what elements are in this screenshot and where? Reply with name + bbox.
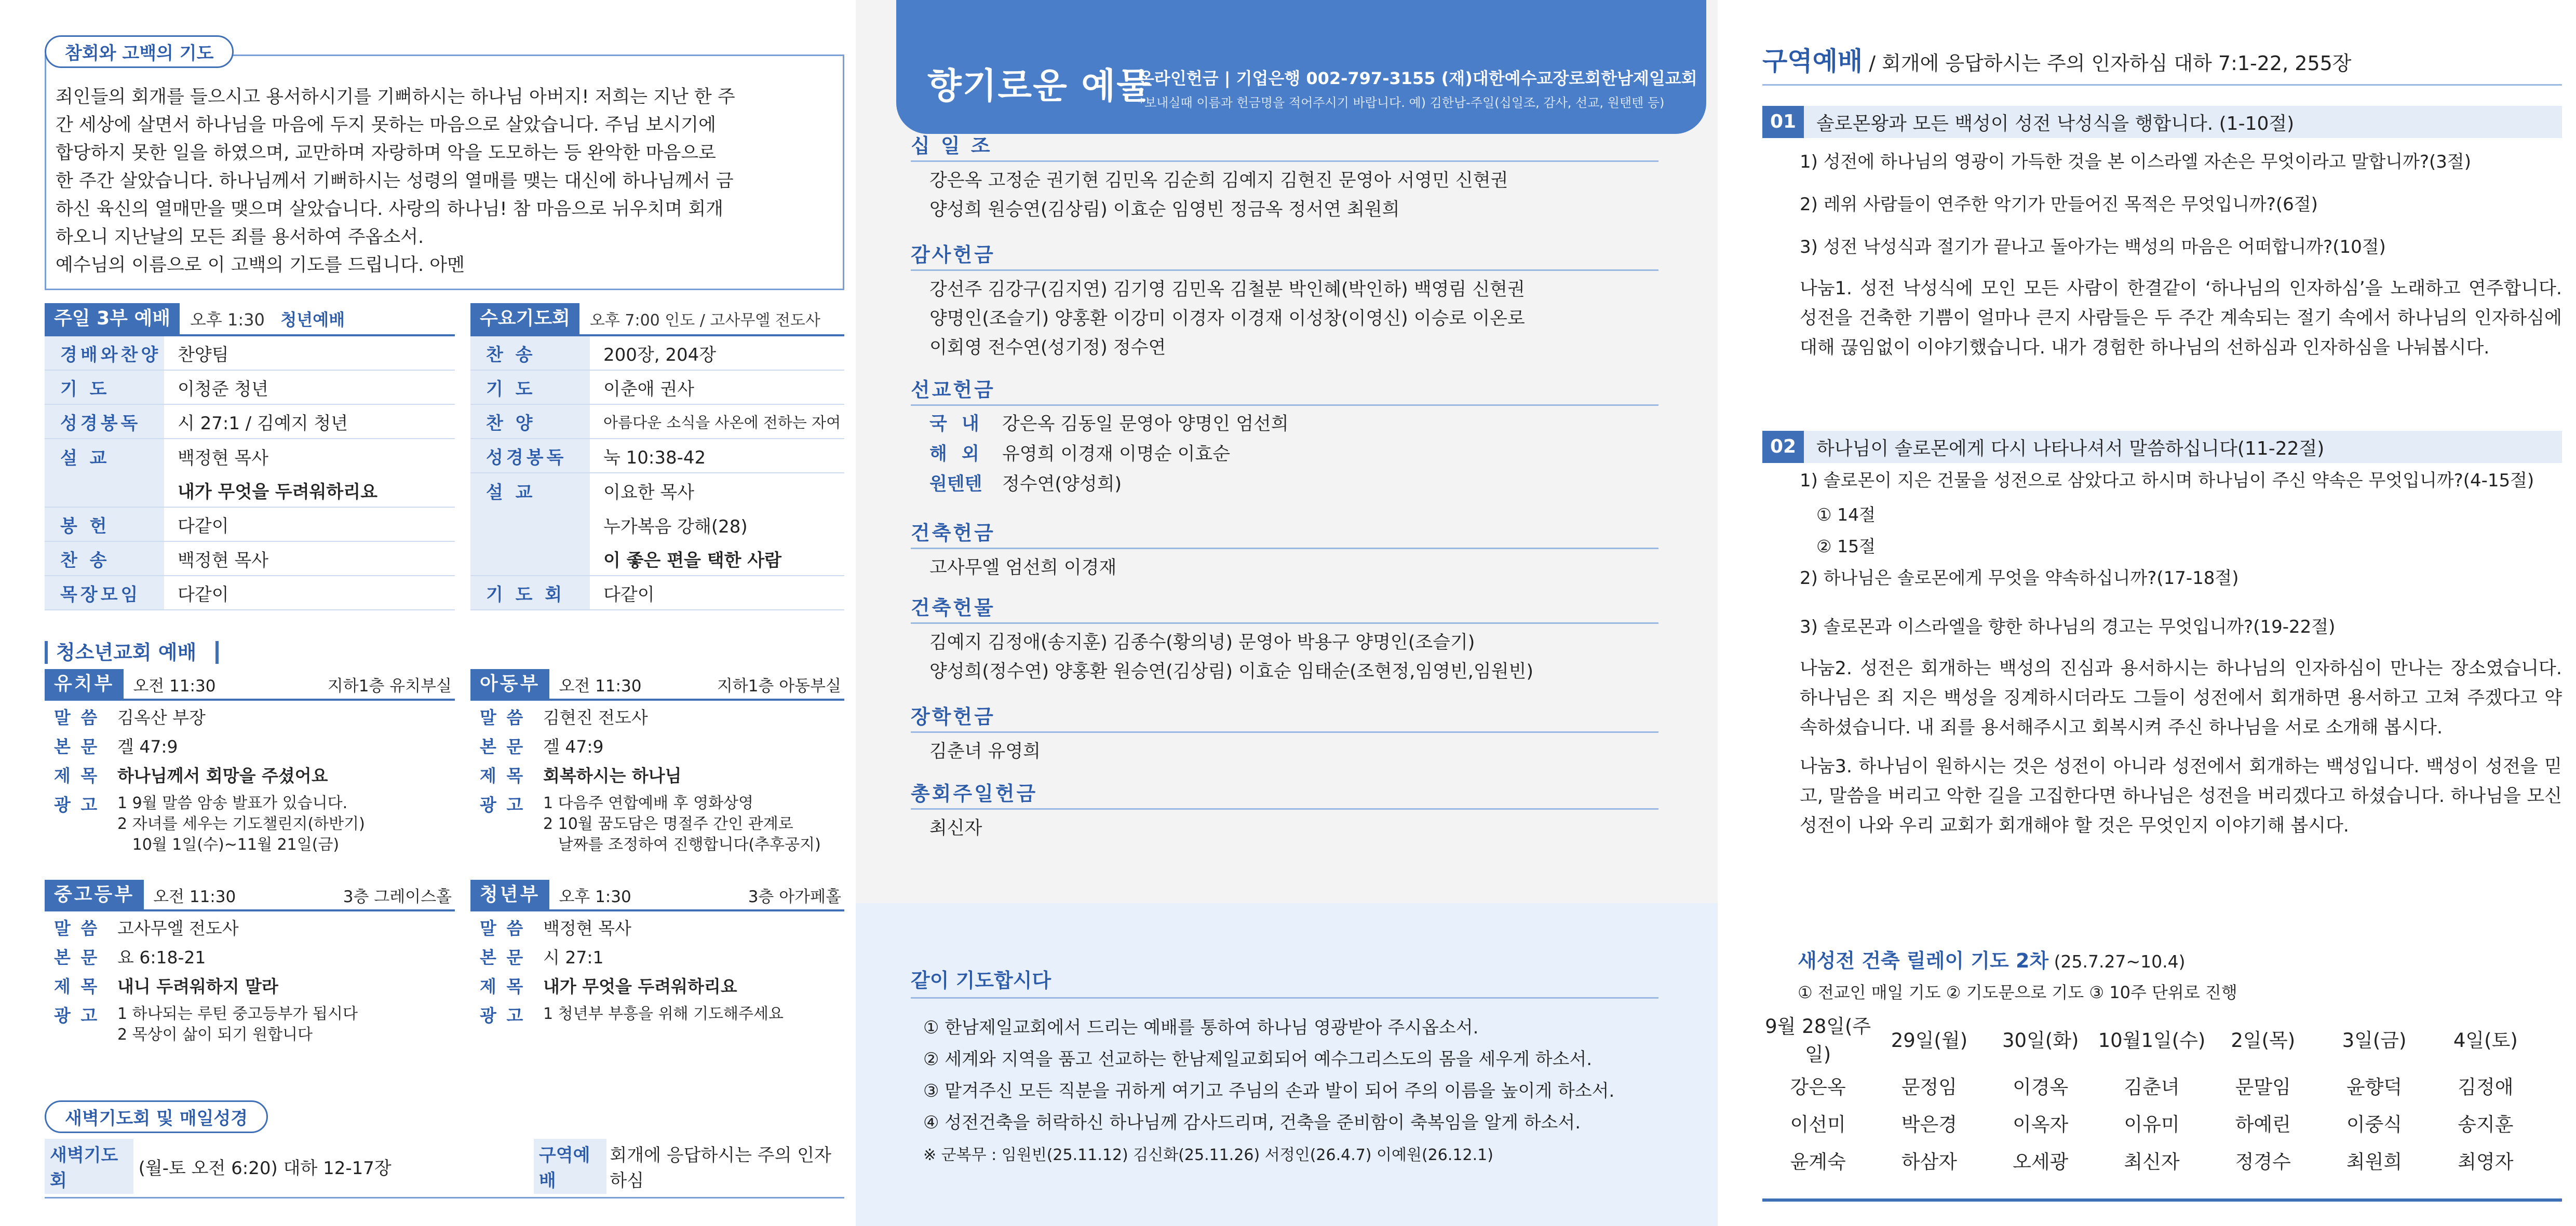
district-q2-n: 02 — [1762, 431, 1804, 463]
middle-panel — [856, 0, 1718, 1226]
district-rest: / 회개에 응답하시는 주의 인자하심 대하 7:1-22, 255장 — [1863, 52, 2352, 75]
district-q1-items-1: 2) 레위 사람들이 연주한 악기가 만들어진 목적은 무엇입니까?(6절) — [1800, 194, 2318, 215]
district-q1-items-2: 3) 성전 낙성식과 절기가 끝나고 돌아가는 백성의 마음은 어떠합니까?(10절) — [1800, 237, 2386, 257]
dawn-text2: 회개에 응답하시는 주의 인자하심 — [610, 1145, 831, 1191]
offerings-bgoods-h: 건축헌물 — [911, 592, 1658, 624]
youth-church-title — [45, 636, 219, 665]
wednesday-rows-7-k: 기 도 회 — [470, 576, 590, 609]
children-rows-2-v: 회복하시는 하나님 — [543, 766, 682, 786]
dawn-pill: 새벽기도회 및 매일성경 — [45, 1100, 268, 1133]
district-q2-s1: ① 14절 — [1816, 505, 1876, 525]
sunday3-rows-7-k: 목장모임 — [45, 576, 164, 609]
sunday3-rows-3-v: 백정현 목사 — [178, 447, 269, 469]
kindergarten-rows-2-k: 제 목 — [54, 766, 100, 786]
relay-days-1: 29일(월) — [1891, 1029, 1968, 1052]
middle-loc: 3층 그레이스홀 — [343, 887, 452, 906]
relay-rows-1-4: 하예린 — [2235, 1113, 2291, 1136]
offerings-mission-rows-2-k: 원텐텐 — [929, 474, 982, 495]
wednesday-rows-4-v: 이요한 목사 — [603, 482, 695, 503]
offerings-thanks-names-2: 이회영 전수연(성기정) 정수연 — [929, 337, 1166, 358]
middle-high-service — [45, 880, 455, 1045]
offerings-thanks-names-1: 양명인(조슬기) 양홍환 이강미 이경자 이경재 이성창(이영신) 이승로 이온로 — [929, 308, 1525, 329]
banner-line1: 온라인헌금 | 기업은행 002-797-3155 (재)대한예수교장로회한남제일교회 — [1138, 69, 1697, 88]
dawn-text: (월-토 오전 6:20) 대하 12-17장 — [138, 1157, 392, 1179]
offerings-mission-rows-0-v: 강은옥 김동일 문영아 양명인 엄선희 — [1002, 414, 1289, 434]
children-service — [470, 670, 844, 855]
offerings-bgoods-names-1: 양성희(정수연) 양홍환 원승연(김상림) 이효순 임태순(조현정,임영빈,임원빈) — [929, 661, 1533, 682]
wednesday-rows-3-k: 성경봉독 — [470, 439, 590, 472]
relay-days-6: 4일(토) — [2453, 1029, 2518, 1052]
children-rows-0-v: 김현진 전도사 — [543, 707, 648, 728]
children-rows-0-k: 말 씀 — [480, 707, 525, 728]
sunday3-rows-6-k: 찬 송 — [45, 542, 164, 575]
offerings-general-names-0: 최신자 — [929, 818, 982, 839]
middle-rows-0-k: 말 씀 — [54, 918, 100, 938]
youngadult-rows-1-v: 시 27:1 — [543, 947, 604, 968]
confession-lines-0: 죄인들의 회개를 들으시고 용서하시기를 기뻐하시는 하나님 아버지! 저희는 지난 한 주 — [56, 87, 735, 107]
kindergarten-rows-2-v: 하나님께서 회망을 주셨어요 — [117, 766, 328, 786]
offerings-bgoods-names-0: 김예지 김정애(송지훈) 김종수(황의녕) 문영아 박용구 양명인(조슬기) — [929, 632, 1475, 653]
relay-prayer-section — [1762, 945, 2562, 1202]
children-loc: 지하1층 아동부실 — [717, 676, 841, 696]
relay-rows-1-3: 이유미 — [2124, 1113, 2180, 1136]
children-rows-3-k: 광 고 — [480, 795, 525, 815]
confession-box — [45, 55, 844, 290]
relay-rows-2-6: 최영자 — [2458, 1151, 2514, 1173]
offerings-tithe-names-1: 양성희 원승연(김상림) 이효순 임영빈 정금옥 정서연 최원희 — [929, 199, 1400, 220]
offerings-mission-rows-1-v: 유영희 이경재 이명순 이효순 — [1002, 444, 1231, 465]
offerings-mission-rows-2-v: 정수연(양성희) — [1002, 474, 1122, 495]
building-section — [911, 517, 1658, 582]
youngadult-rows-3-k: 광 고 — [480, 1005, 525, 1026]
middle-rows-3-k: 광 고 — [54, 1005, 100, 1026]
youngadult-rows-1-k: 본 문 — [480, 947, 525, 968]
dawn-tag2: 구역예배 — [534, 1139, 607, 1194]
relay-rows-2-2: 오세광 — [2013, 1151, 2069, 1173]
offerings-general-h: 총회주일헌금 — [911, 778, 1658, 810]
middle-rows-2-v: 내니 두려워하지 말라 — [117, 976, 278, 997]
general-assembly-section — [911, 778, 1658, 843]
offerings-mission-h: 선교헌금 — [911, 374, 1658, 406]
confession-lines-4: 하신 육신의 열매만을 맺으며 살았습니다. 사랑의 하나님! 참 마음으로 뉘우치며 회개 — [56, 199, 723, 220]
left-panel — [0, 0, 856, 1226]
prayer-items-0: ① 한남제일교회에서 드리는 예배를 통하여 하나님 영광받아 주시옵소서. — [923, 1017, 1479, 1038]
relay-days-0: 9월 28일(주일) — [1765, 1015, 1871, 1066]
right-panel — [1718, 0, 2576, 1226]
young-adult-service — [470, 880, 844, 1028]
bottom-rule — [1762, 1198, 2562, 1202]
relay-range: (25.7.27~10.4) — [2048, 951, 2186, 972]
service-tag: 주일 3부 예배 — [45, 303, 180, 334]
banner-line2: *보내실때 이름과 헌금명을 적어주시기 바랍니다. 예) 김한남-주일(십일조, 감사, 선교, 원탠텐 등) — [1138, 96, 1665, 110]
sunday3-time: 오후 1:30 — [190, 310, 265, 330]
children-rows-2-k: 제 목 — [480, 766, 525, 786]
sunday3-rows-7-v: 다같이 — [178, 584, 229, 605]
middle-time: 오전 11:30 — [153, 887, 236, 906]
thanks-section — [911, 239, 1658, 362]
wednesday-rows-6-v: 이 좋은 편을 택한 사람 — [603, 550, 781, 571]
children-tag: 아동부 — [470, 669, 549, 699]
relay-rows-0-0: 강은옥 — [1790, 1076, 1846, 1098]
middle-rows-2-k: 제 목 — [54, 976, 100, 997]
question-1 — [1762, 106, 2562, 363]
kindergarten-rows-0-v: 김옥산 부장 — [117, 707, 206, 728]
kindergarten-service — [45, 670, 455, 855]
relay-days-5: 3일(금) — [2342, 1029, 2407, 1052]
wednesday-rows-0-k: 찬 송 — [470, 336, 590, 370]
relay-table — [1762, 1011, 2541, 1179]
relay-rows-2-3: 최신자 — [2124, 1151, 2180, 1173]
offerings-scholar-names-0: 김춘녀 유영희 — [929, 741, 1041, 762]
wednesday-rows-0-v: 200장, 204장 — [603, 344, 717, 365]
wednesday-rows-2-k: 찬 양 — [470, 405, 590, 438]
relay-rows-2-0: 윤계숙 — [1790, 1151, 1846, 1173]
sunday3-rows-2-v: 시 27:1 / 김예지 청년 — [178, 413, 348, 434]
relay-rows-0-6: 김정애 — [2458, 1076, 2514, 1098]
sunday3-rows-0-v: 찬양팀 — [178, 344, 229, 365]
offerings-mission-rows-1-k: 해 외 — [929, 444, 983, 465]
district-q1-items-0: 1) 성전에 하나님의 영광이 가득한 것을 본 이스라엘 자손은 무엇이라고 말합니까?(3절) — [1800, 152, 2472, 172]
sunday3-rows-1-v: 이청준 청년 — [178, 378, 269, 400]
building-goods-section — [911, 592, 1658, 686]
district-big: 구역예배 — [1762, 46, 1863, 76]
district-q2-i1: 1) 솔로몬이 지은 건물을 성전으로 삼았다고 하시며 하나님이 주신 약속은 무엇입니까?(4-15절) — [1800, 470, 2534, 491]
prayer-items-3: ④ 성전건축을 허락하신 하나님께 감사드리며, 건축을 준비함이 축복임을 알게 하소서. — [923, 1112, 1581, 1133]
dawn-prayer-row — [45, 1139, 844, 1198]
youngadult-rows-3-v: 1 청년부 부흥을 위해 기도해주세요 — [543, 1005, 784, 1023]
confession-lines-1: 간 세상에 살면서 하나님을 마음에 두지 못하는 마음으로 살았습니다. 주님 보시기에 — [56, 115, 716, 135]
confession-lines-3: 한 주간 살았습니다. 하나님께서 기뻐하시는 성령의 열매를 맺는 대신에 하나님께서 금 — [56, 171, 734, 192]
sunday3-rows-1-k: 기 도 — [45, 371, 164, 404]
youngadult-rows-0-v: 백정현 목사 — [543, 918, 631, 938]
district-q1-n: 01 — [1762, 106, 1804, 138]
mission-section — [911, 374, 1658, 499]
offerings-scholar-h: 장학헌금 — [911, 701, 1658, 733]
sunday3-rows-5-k: 봉 헌 — [45, 508, 164, 541]
offerings-building-h: 건축헌금 — [911, 517, 1658, 549]
dawn-tag: 새벽기도회 — [45, 1139, 133, 1194]
relay-rows-0-1: 문정임 — [1901, 1076, 1958, 1098]
wednesday-rows-1-k: 기 도 — [470, 371, 590, 404]
youngadult-rows-0-k: 말 씀 — [480, 918, 525, 938]
district-q2-i2: 2) 하나님은 솔로몬에게 무엇을 약속하십니까?(17-18절) — [1800, 568, 2239, 589]
youngadult-tag: 청년부 — [470, 880, 549, 910]
youngadult-rows-2-v: 내가 무엇을 두려워하리요 — [543, 976, 737, 997]
relay-rows-2-1: 하삼자 — [1901, 1151, 1958, 1173]
prayer-items-2: ③ 맡겨주신 모든 직분을 귀하게 여기고 주님의 손과 발이 되어 주의 이름을 높이게 하소서. — [923, 1081, 1615, 1101]
relay-rows-0-4: 문말임 — [2235, 1076, 2291, 1098]
offerings-tithe-h: 십 일 조 — [911, 130, 1658, 162]
relay-rows-1-6: 송지훈 — [2458, 1113, 2514, 1136]
children-time: 오전 11:30 — [559, 676, 642, 696]
scholarship-section — [911, 701, 1658, 766]
sunday3-service: 청년예배 — [280, 310, 345, 330]
wednesday-rows-3-v: 눅 10:38-42 — [603, 447, 706, 468]
offerings-building-names-0: 고사무엘 엄선희 이경재 — [929, 557, 1117, 578]
kindergarten-rows-0-k: 말 씀 — [54, 707, 100, 728]
wednesday-prayer-service — [470, 303, 844, 610]
kindergarten-time: 오전 11:30 — [133, 676, 216, 696]
offering-banner — [896, 0, 1706, 134]
relay-rows-0-2: 이경옥 — [2013, 1076, 2069, 1098]
kindergarten-rows-3-k: 광 고 — [54, 795, 100, 815]
confession-section — [45, 35, 844, 290]
prayer-h: 같이 기도합시다 — [911, 964, 1658, 999]
district-title — [1762, 40, 2562, 86]
children-rows-3-v: 1 다음주 연합예배 후 영화상영 2 10월 꿈도담은 명절주 간인 관계로 날짜를 조정하여 진행합니다(추후공지) — [543, 794, 821, 854]
relay-rows-1-5: 이중식 — [2346, 1113, 2403, 1136]
kindergarten-rows-1-k: 본 문 — [54, 737, 100, 757]
district-q2-p1: 나눔2. 성전은 회개하는 백성의 진심과 용서하시는 하나님의 인자하심이 만나는 장소였습니다. 하나님은 죄 지은 백성을 징계하시더라도 그들이 성전에서 회개하면 용서하고 고쳐 주겠다고 약속하셨습니다. 내 죄를 용서해주시고 회복시켜 주신 하나님을 서로 소개해 봅시다. — [1800, 658, 2562, 738]
banner-title: 향기로운 예물 — [927, 66, 1152, 107]
relay-rows-1-1: 박은경 — [1901, 1113, 1958, 1136]
district-q2-h: 하나님이 솔로몬에게 다시 나타나셔서 말씀하십니다(11-22절) — [1816, 438, 2325, 459]
relay-rows-0-3: 김춘녀 — [2124, 1076, 2180, 1098]
youngadult-rows-2-k: 제 목 — [480, 976, 525, 997]
tithe-section — [911, 130, 1658, 224]
middle-tag: 중고등부 — [45, 880, 144, 910]
middle-rows-3-v: 1 하나되는 루틴 중고등부가 됩시다 2 목상이 삶이 되기 원합니다 — [117, 1005, 358, 1044]
wednesday-tag: 수요기도회 — [470, 303, 579, 334]
sunday-3rd-service — [45, 303, 455, 610]
confession-lines-6: 예수님의 이름으로 이 고백의 기도를 드립니다. 아멘 — [56, 255, 465, 276]
relay-days-4: 2일(목) — [2231, 1029, 2296, 1052]
wednesday-rows-4-k: 설 교 — [470, 473, 590, 508]
confession-lines-2: 합당하지 못한 일을 하였으며, 교만하며 자랑하며 악을 도모하는 등 완악한 마음으로 — [56, 143, 716, 164]
relay-days-2: 30일(화) — [2002, 1029, 2079, 1052]
sunday3-rows-6-v: 백정현 목사 — [178, 550, 269, 571]
prayer-section — [856, 903, 1718, 1226]
children-rows-1-k: 본 문 — [480, 737, 525, 757]
relay-sub: ① 전교인 매일 기도 ② 기도문으로 기도 ③ 10주 단위로 진행 — [1798, 983, 2237, 1002]
sunday3-rows-5-v: 다같이 — [178, 515, 229, 537]
confession-title: 참회와 고백의 기도 — [45, 35, 234, 68]
wednesday-rows-1-v: 이춘애 권사 — [603, 378, 695, 400]
sunday3-rows-3-k: 설 교 — [45, 439, 164, 473]
children-rows-1-v: 겔 47:9 — [543, 737, 604, 757]
middle-rows-1-k: 본 문 — [54, 947, 100, 968]
kindergarten-tag: 유치부 — [45, 669, 124, 699]
offerings-mission-rows-0-k: 국 내 — [929, 414, 983, 434]
prayer-items-1: ② 세계와 지역을 품고 선교하는 한남제일교회되어 예수그리스도의 몸을 세우게 하소서. — [923, 1049, 1593, 1070]
relay-rows-0-5: 윤향덕 — [2346, 1076, 2403, 1098]
kindergarten-loc: 지하1층 유치부실 — [327, 676, 452, 696]
prayer-note: ※ 군복무 : 임원빈(25.11.12) 김신화(25.11.26) 서정인(26.4.7) 이예원(26.12.1) — [923, 1146, 1493, 1164]
wednesday-info: 오후 7:00 인도 / 고사무엘 전도사 — [589, 311, 820, 330]
wednesday-rows-2-v: 아름다운 소식을 사온에 전하는 자여 — [603, 413, 841, 431]
sunday3-rows-4-v: 내가 무엇을 두려워하리요 — [178, 481, 377, 502]
district-q1-para: 나눔1. 성전 낙성식에 모인 모든 사람이 한결같이 ‘하나님의 인자하심’을 노래하고 연주합니다. 성전을 건축한 기쁨이 얼마나 큰지 사람들은 두 주간 계속되는 절기 속에서 하나님의 인자하심에 대해 끊임없이 이야기했습니다. 내가 경험한 하나님의 선하심과 인자하심을 나눠봅시다. — [1800, 278, 2562, 358]
offerings-tithe-names-0: 강은옥 고정순 권기현 김민옥 김순희 김예지 김현진 문영아 서영민 신현권 — [929, 170, 1508, 191]
offerings-thanks-h: 감사헌금 — [911, 239, 1658, 271]
relay-rows-2-5: 최원희 — [2346, 1151, 2403, 1173]
question-2 — [1762, 431, 2562, 841]
youth_title: 청소년교회 예배 — [45, 641, 196, 664]
relay-rows-2-4: 정경수 — [2235, 1151, 2291, 1173]
youngadult-time: 오후 1:30 — [559, 887, 631, 906]
dawn-prayer-title — [45, 1100, 268, 1133]
relay-rows-1-0: 이선미 — [1790, 1113, 1846, 1136]
youngadult-loc: 3층 아가페홀 — [748, 887, 841, 906]
offerings-thanks-names-0: 강선주 김강구(김지연) 김기영 김민옥 김철분 박인혜(박인하) 백영림 신현권 — [929, 279, 1525, 300]
kindergarten-rows-3-v: 1 9월 말씀 암송 발표가 있습니다. 2 자녀를 세우는 기도챌린지(하반기) 10월 1일(수)~11월 21일(금) — [117, 794, 365, 854]
sunday3-rows-0-k: 경배와찬양 — [45, 336, 164, 370]
sunday3-rows-2-k: 성경봉독 — [45, 405, 164, 438]
district-q1-h: 솔로몬왕과 모든 백성이 성전 낙성식을 행합니다. (1-10절) — [1816, 113, 2295, 134]
wednesday-rows-7-v: 다같이 — [603, 584, 655, 605]
district-q2-i3: 3) 솔로몬과 이스라엘을 향한 하나님의 경고는 무엇입니까?(19-22절) — [1800, 617, 2336, 637]
district-q2-s2: ② 15절 — [1816, 536, 1876, 556]
relay-h: 새성전 건축 릴레이 기도 2차 — [1798, 949, 2049, 972]
relay-days-3: 10월1일(수) — [2098, 1029, 2206, 1052]
district-q2-p2: 나눔3. 하나님이 원하시는 것은 성전이 아니라 성전에서 회개하는 백성입니다. 백성이 성전을 믿고, 말씀을 버리고 악한 길을 고집한다면 하나님은 성전을 버리겠다고 하셨습니다. 하나님을 모신 성전이 나와 우리 교회가 회개해야 할 것은 무엇인지 이야기해 봅시다. — [1800, 756, 2562, 836]
wednesday-rows-5-v: 누가복음 강해(28) — [603, 516, 748, 537]
kindergarten-rows-1-v: 겔 47:9 — [117, 737, 178, 757]
middle-rows-1-v: 요 6:18-21 — [117, 947, 206, 968]
middle-rows-0-v: 고사무엘 전도사 — [117, 918, 239, 938]
confession-lines-5: 하오니 지난날의 모든 죄를 용서하여 주옵소서. — [56, 227, 424, 248]
relay-rows-1-2: 이옥자 — [2013, 1113, 2069, 1136]
